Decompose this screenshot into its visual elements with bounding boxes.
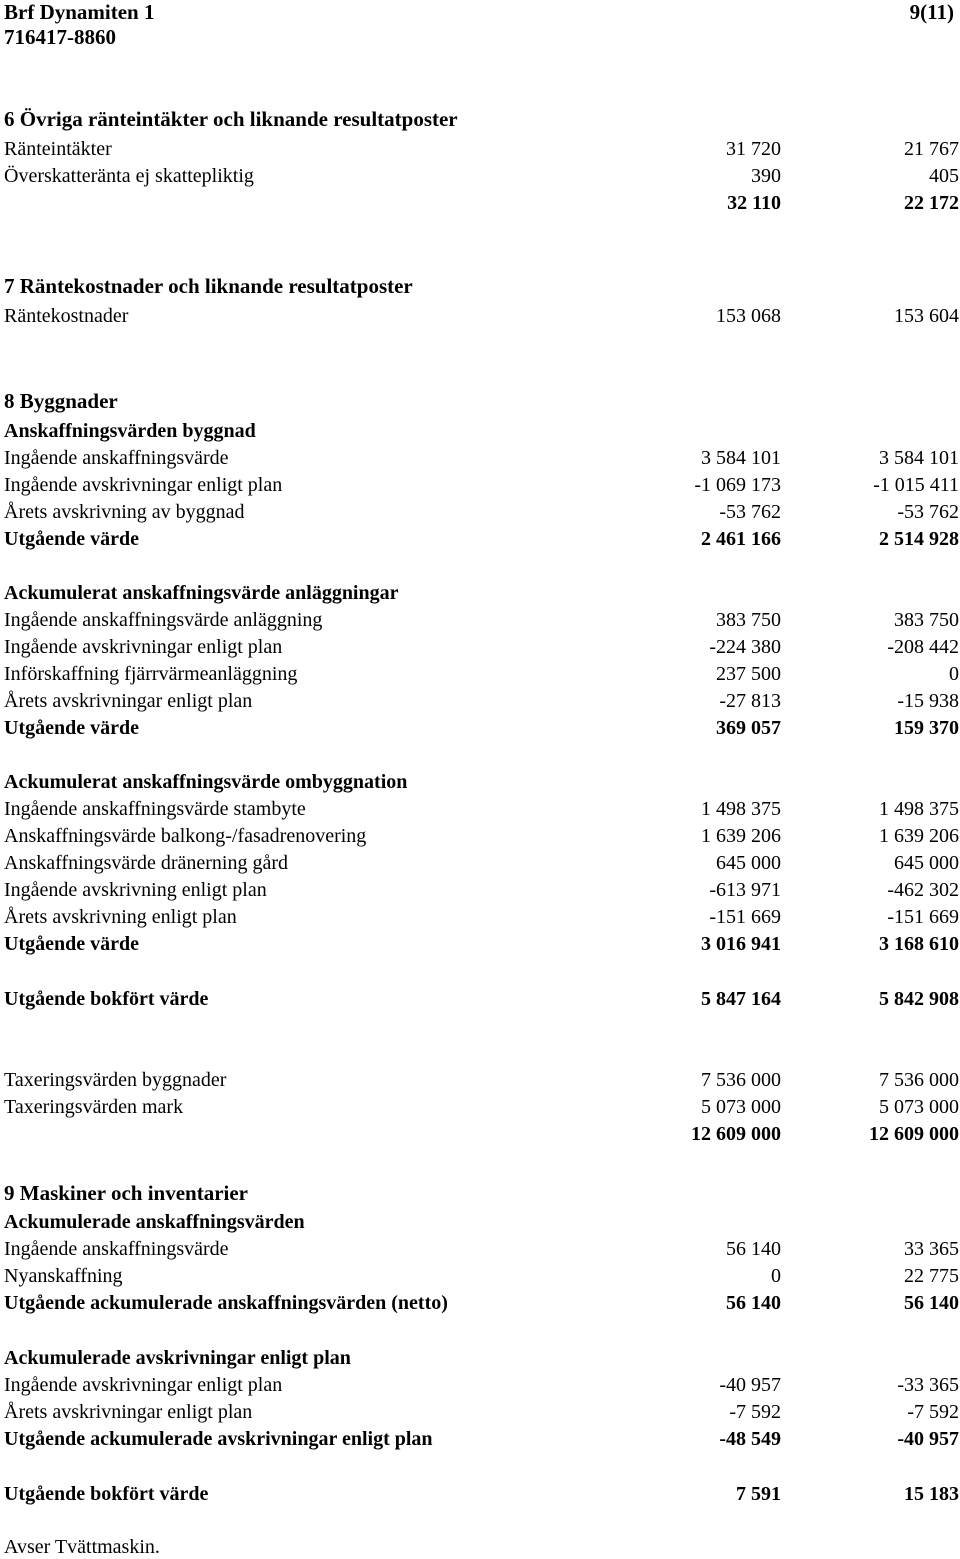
table-row: Införskaffning fjärrvärmeanläggning 237 500 0	[4, 663, 959, 685]
book-value-row: Utgående bokfört värde 5 847 164 5 842 908	[4, 988, 959, 1010]
table-row: Årets avskrivningar enligt plan -7 592 -7 592	[4, 1401, 959, 1423]
table-row: Årets avskrivningar enligt plan -27 813 -15 938	[4, 690, 959, 712]
section-title: Anskaffningsvärden byggnad	[4, 420, 256, 442]
table-row: Räntekostnader 153 068 153 604	[4, 305, 959, 327]
table-row: Anskaffningsvärde dränerning gård 645 000 645 000	[4, 852, 959, 874]
table-row: Ingående avskrivning enligt plan -613 971 -462 302	[4, 879, 959, 901]
section-title: Ackumulerat anskaffningsvärde ombyggnation	[4, 771, 408, 793]
book-value-row: Utgående bokfört värde 7 591 15 183	[4, 1483, 959, 1505]
table-row: Ingående anskaffningsvärde 3 584 101 3 584 101	[4, 447, 959, 469]
note-7-title: 7 Räntekostnader och liknande resultatposter	[4, 274, 413, 298]
table-row: Anskaffningsvärde balkong-/fasadrenovering 1 639 206 1 639 206	[4, 825, 959, 847]
total-row: Utgående ackumulerade anskaffningsvärden (netto) 56 140 56 140	[4, 1292, 959, 1314]
page-number: 9(11)	[909, 0, 954, 24]
note-text: Avser Tvättmaskin.	[4, 1536, 160, 1558]
section-title: Ackumulerade anskaffningsvärden	[4, 1211, 305, 1233]
company-name: Brf Dynamiten 1	[4, 0, 155, 24]
table-row: Ingående anskaffningsvärde 56 140 33 365	[4, 1238, 959, 1260]
table-row: Ingående anskaffningsvärde stambyte 1 498 375 1 498 375	[4, 798, 959, 820]
table-row: Taxeringsvärden byggnader 7 536 000 7 536 000	[4, 1069, 959, 1091]
table-row: Årets avskrivning av byggnad -53 762 -53 762	[4, 501, 959, 523]
table-row: Nyanskaffning 0 22 775	[4, 1265, 959, 1287]
section-title: Ackumulerade avskrivningar enligt plan	[4, 1347, 351, 1369]
tax-total-row: 12 609 000 12 609 000	[691, 1123, 959, 1145]
note-8-title: 8 Byggnader	[4, 389, 118, 413]
note-6-title: 6 Övriga ränteintäkter och liknande resultatposter	[4, 107, 458, 131]
table-row: Taxeringsvärden mark 5 073 000 5 073 000	[4, 1096, 959, 1118]
total-row: Utgående ackumulerade avskrivningar enligt plan -48 549 -40 957	[4, 1428, 959, 1450]
org-number: 716417-8860	[4, 25, 116, 49]
total-row: Utgående värde 369 057 159 370	[4, 717, 959, 739]
table-row: Ingående anskaffningsvärde anläggning 383 750 383 750	[4, 609, 959, 631]
table-row: Årets avskrivning enligt plan -151 669 -151 669	[4, 906, 959, 928]
total-row: Utgående värde 3 016 941 3 168 610	[4, 933, 959, 955]
section-title: Ackumulerat anskaffningsvärde anläggningar	[4, 582, 399, 604]
total-row: Utgående värde 2 461 166 2 514 928	[4, 528, 959, 550]
table-row: Ingående avskrivningar enligt plan -224 380 -208 442	[4, 636, 959, 658]
note-6-total: 32 110 22 172	[727, 192, 959, 214]
note-9-title: 9 Maskiner och inventarier	[4, 1181, 249, 1205]
table-row: Ingående avskrivningar enligt plan -40 957 -33 365	[4, 1374, 959, 1396]
table-row: Ingående avskrivningar enligt plan -1 069 173 -1 015 411	[4, 474, 959, 496]
table-row: Överskatteränta ej skattepliktig 390 405	[4, 165, 959, 187]
table-row: Ränteintäkter 31 720 21 767	[4, 138, 959, 160]
